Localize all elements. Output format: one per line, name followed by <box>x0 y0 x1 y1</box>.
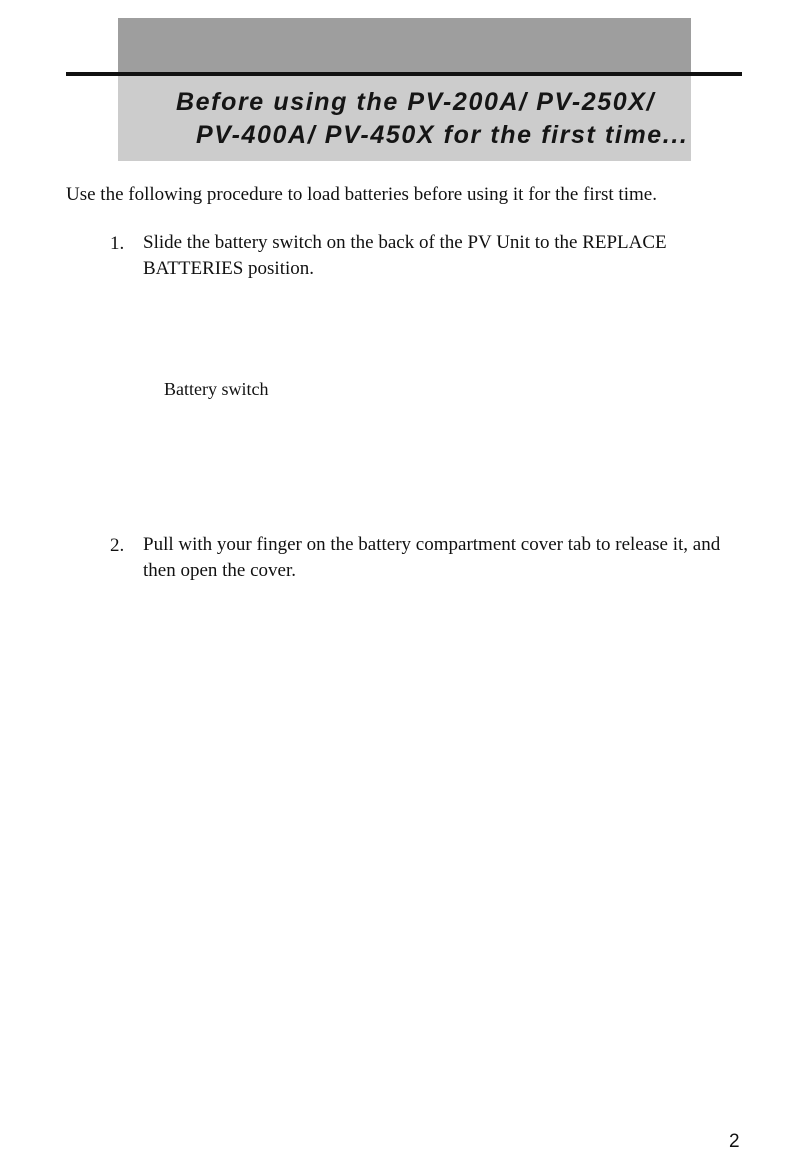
battery-cover-figure <box>143 600 743 1020</box>
battery-switch-figure <box>143 300 743 510</box>
intro-paragraph: Use the following procedure to load batteries before using it for the first time. <box>66 184 657 205</box>
page-title-line-2: PV-400A/ PV-450X for the first time... <box>196 121 689 149</box>
step-text: Pull with your finger on the battery compartment cover tab to release it, and then open the cover. <box>143 534 721 581</box>
figure-callout-label: Battery switch <box>164 379 269 399</box>
page-number: 2 <box>729 1131 740 1152</box>
page-title-line-1: Before using the PV-200A/ PV-250X/ <box>176 88 656 116</box>
step-number: 1. <box>110 233 125 254</box>
title-banner-top <box>118 18 691 73</box>
step-text: Slide the battery switch on the back of the PV Unit to the REPLACE BATTERIES position. <box>143 232 667 279</box>
step-number: 2. <box>110 535 125 556</box>
